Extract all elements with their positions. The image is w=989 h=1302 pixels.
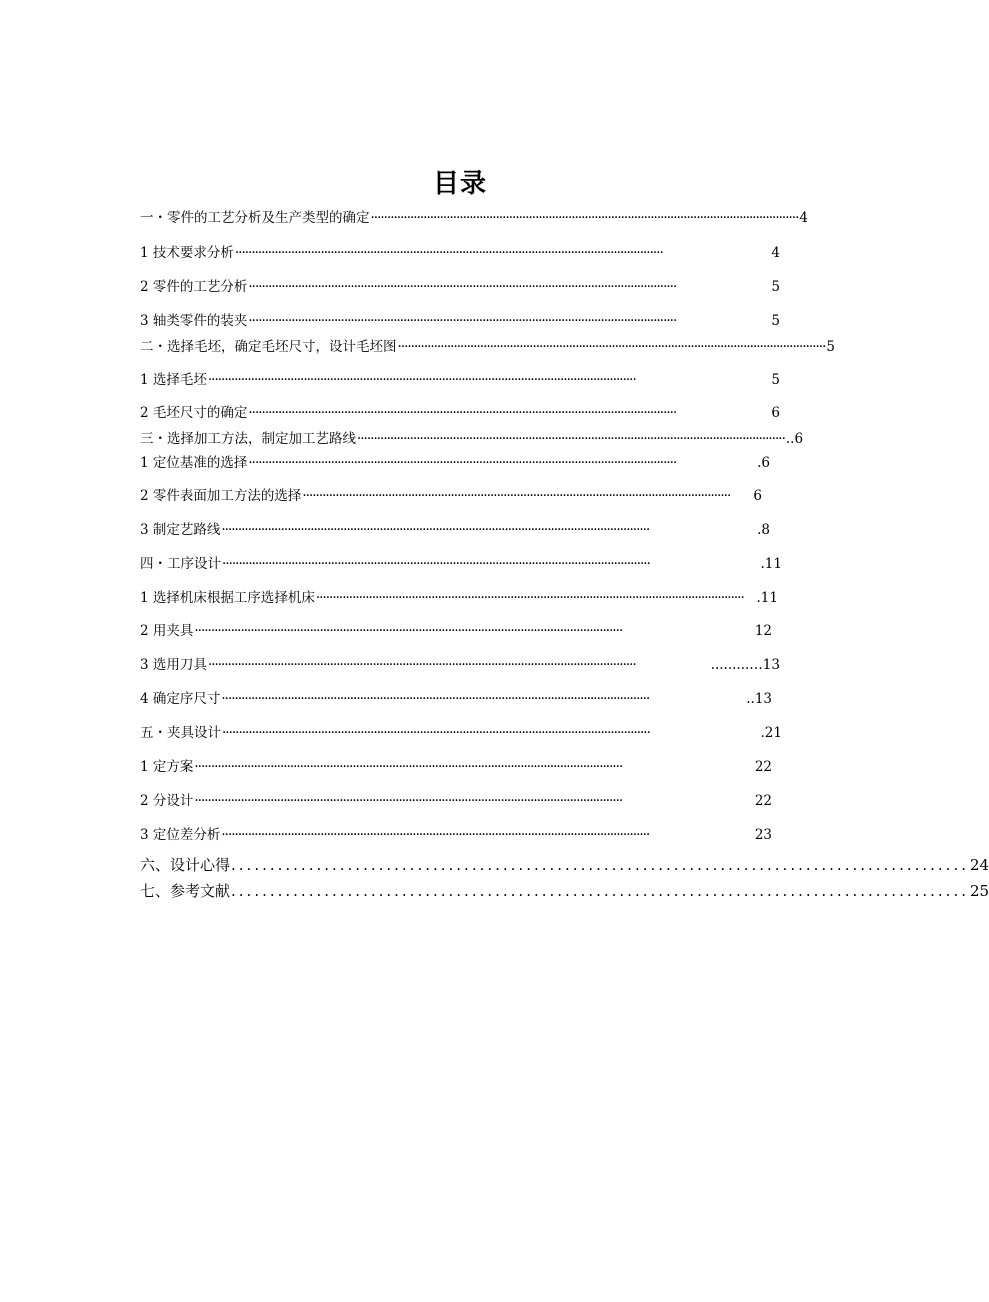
toc-entry-label: 1 技术要求分析 [140,245,234,261]
toc-entry[interactable] [140,486,762,506]
dot-leader: ·································································································································· [315,590,744,606]
toc-entry-page: 22 [754,793,772,809]
toc-entry-label: 2 零件表面加工方法的选择 [140,488,302,504]
toc-entry[interactable] [140,621,772,641]
toc-entry-label: 2 分设计 [140,793,194,809]
toc-entry[interactable] [140,881,989,901]
toc-entry-page: 5 [826,339,835,355]
toc-entry[interactable] [140,855,989,875]
toc-entry[interactable] [140,655,780,675]
toc-entry-label: 1 选择机床根据工序选择机床 [140,590,315,606]
toc-entry-page: 5 [771,313,780,329]
toc-entry[interactable] [140,520,770,540]
dot-leader: ·································································································································· [234,245,663,261]
toc-entry-page: 25 [969,882,989,900]
dot-leader: ·································································································································· [194,793,623,809]
toc-entry[interactable] [140,723,782,743]
toc-entry[interactable] [140,243,780,263]
dot-leader: ·································································································································· [221,827,650,843]
dot-leader: ·································································································································· [194,623,623,639]
dot-leader: ·································································································································· [207,372,636,388]
toc-entry-label: 4 确定序尺寸 [140,691,221,707]
dot-leader: ·································································································································· [248,279,677,295]
toc-entry-label: 3 制定艺路线 [140,522,221,538]
dot-leader: ............................................................................................... [231,882,969,900]
toc-entry-page: 12 [754,623,772,639]
dot-leader: ·································································································································· [302,488,731,504]
toc-entry[interactable] [140,825,772,845]
toc-entry[interactable] [140,791,772,811]
page-title: 目录 [432,169,487,199]
toc-entry-label: 1 定方案 [140,759,194,775]
dot-leader: ·································································································································· [207,657,636,673]
toc-entry[interactable] [140,311,780,331]
toc-entry-page: 23 [754,827,772,843]
toc-entry-page: 4 [799,210,808,226]
toc-entry-label: 一・零件的工艺分析及生产类型的确定 [140,210,370,226]
toc-entry-page: .........…13 [710,657,780,673]
toc-entry-page: 6 [771,405,780,421]
dot-leader: ·································································································································· [397,339,826,355]
toc-entry-label: 2 用夹具 [140,623,194,639]
toc-entry-page: .11 [760,556,782,572]
toc-entry-page: 22 [754,759,772,775]
toc-entry[interactable] [140,554,782,574]
toc-entry-label: 3 定位差分析 [140,827,221,843]
dot-leader: ·································································································································· [221,691,650,707]
toc-entry-label: 2 毛坯尺寸的确定 [140,405,248,421]
toc-entry[interactable] [140,370,780,390]
toc-entry-page: ..6 [785,431,804,447]
toc-entry-label: 3 选用刀具 [140,657,207,673]
toc-entry-label: 五・夹具设计 [140,725,221,741]
toc-entry-page: .8 [757,522,770,538]
toc-entry-page: .21 [760,725,782,741]
toc-entry-page: ..13 [746,691,772,707]
toc-entry-label: 1 定位基准的选择 [140,455,248,471]
dot-leader: ·································································································································· [248,455,677,471]
toc-entry[interactable] [140,588,778,608]
dot-leader: ·································································································································· [221,522,650,538]
toc-entry[interactable] [140,429,804,449]
toc-entry-page: .11 [756,590,778,606]
dot-leader: ·································································································································· [248,313,677,329]
toc-entry-label: 二・选择毛坯，确定毛坯尺寸，设计毛坯图 [140,339,397,355]
toc-entry-page: 5 [771,372,780,388]
toc-entry[interactable] [140,403,780,423]
dot-leader: ............................................................................................... [231,856,969,874]
toc-entry-page: .6 [757,455,770,471]
toc-entry-label: 1 选择毛坯 [140,372,207,388]
toc-entry[interactable] [140,337,835,357]
dot-leader: ·································································································································· [222,725,650,741]
toc-entry-label: 三・选择加工方法，制定加工艺路线 [140,431,356,447]
toc-entry[interactable] [140,453,770,473]
dot-leader: ·································································································································· [357,431,785,447]
toc-entry[interactable] [140,208,808,228]
toc-entry-label: 3 轴类零件的装夹 [140,313,248,329]
toc-entry[interactable] [140,277,780,297]
toc-entry[interactable] [140,689,772,709]
toc-entry[interactable] [140,757,772,777]
dot-leader: ·································································································································· [222,556,650,572]
dot-leader: ·································································································································· [194,759,623,775]
dot-leader: ·································································································································· [248,405,677,421]
toc-entry-page: 5 [771,279,780,295]
toc-entry-label: 七、参考文献 [140,882,231,900]
toc-entry-label: 四・工序设计 [140,556,221,572]
toc-entry-page: 4 [771,245,780,261]
toc-entry-label: 六、设计心得 [140,856,231,874]
toc-entry-page: 24 [969,856,989,874]
dot-leader: ·································································································································· [370,210,799,226]
toc-entry-label: 2 零件的工艺分析 [140,279,248,295]
toc-entry-page: 6 [753,488,762,504]
